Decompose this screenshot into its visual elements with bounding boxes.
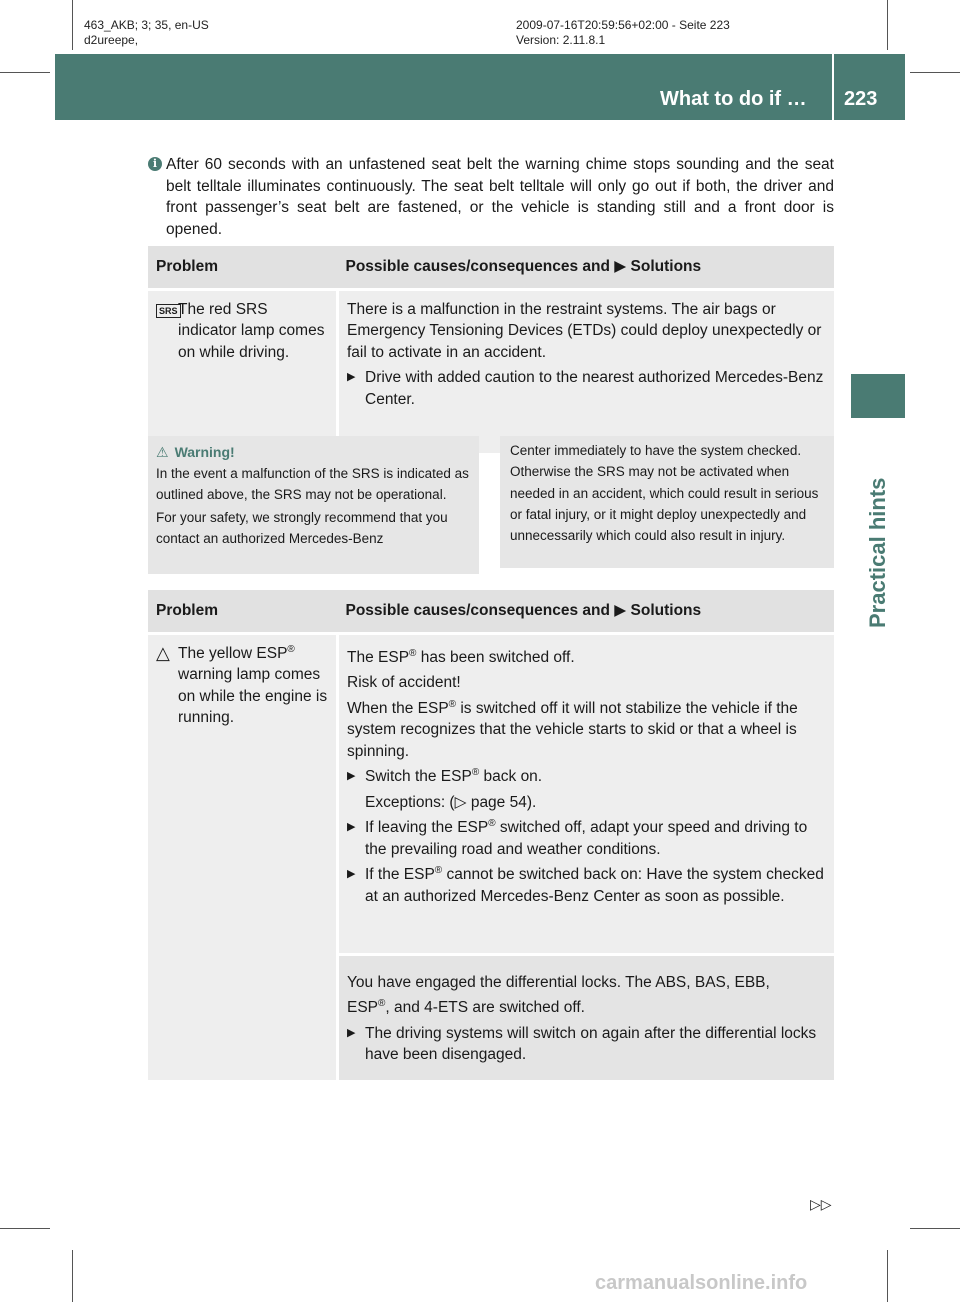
- arrow-right-icon: ▶: [614, 602, 627, 619]
- crop-mark: [887, 1250, 888, 1302]
- warning-paragraph: In the event a malfunction of the SRS is indicated as outlined above, the SRS may not be operational.: [156, 466, 469, 502]
- step-arrow-icon: ▶: [347, 770, 356, 782]
- meta-line: 463_AKB; 3; 35, en-US: [84, 18, 209, 32]
- registered-mark: ®: [409, 647, 417, 659]
- step-text: [365, 864, 826, 907]
- table-row: [148, 289, 834, 453]
- table-header-row: [148, 590, 834, 633]
- warning-title: [156, 442, 479, 463]
- problem-text: The red SRS indicator lamp comes on while driving.: [178, 300, 325, 361]
- solution-step: [347, 367, 826, 410]
- warning-continued: Center immediately to have the system checked. Otherwise the SRS may not be activated when needed in an accident, which could result in serious or fatal injury, or it might deploy unexpectedly and unnecessarily which could also result in injury.: [500, 436, 834, 568]
- step-arrow-icon: ▶: [347, 868, 356, 880]
- step-arrow-icon: ▶: [347, 1026, 356, 1039]
- solution-step: [347, 864, 826, 907]
- col-causes-label: Possible causes/consequences and: [345, 602, 610, 619]
- solution-step: [347, 1023, 826, 1066]
- step-text: [365, 766, 542, 788]
- srs-problem-table: [148, 246, 834, 453]
- table-row: [148, 633, 834, 954]
- solution-step: [347, 766, 826, 788]
- col-causes: [338, 246, 835, 289]
- header-divider: [832, 54, 834, 120]
- step-arrow-icon: ▶: [347, 371, 356, 383]
- info-note: [148, 154, 834, 240]
- col-solutions-label: Solutions: [630, 602, 702, 619]
- cause-text: There is a malfunction in the restraint systems. The air bags or Emergency Tensioning Devices (ETDs) could deploy unexpectedly or fail to activate in an accident.: [347, 300, 822, 361]
- text-span: has been switched off.: [420, 648, 575, 666]
- causes-cell: [338, 954, 835, 1080]
- col-causes: [338, 590, 835, 633]
- registered-mark: ®: [378, 997, 386, 1009]
- chapter-tab: [851, 374, 905, 418]
- text-span: The ESP: [347, 648, 410, 666]
- esp-problem-table: [148, 590, 834, 1080]
- causes-cell: [338, 289, 835, 453]
- watermark: carmanualsonline.info: [595, 1272, 808, 1294]
- cause-text: You have engaged the differential locks. The ABS, BAS, EBB,: [347, 973, 770, 991]
- registered-mark: ®: [287, 643, 295, 655]
- warning-title-text: Warning!: [174, 444, 235, 460]
- problem-cell: [148, 633, 338, 1080]
- solution-step: [347, 817, 826, 860]
- page-number: 223: [844, 88, 878, 110]
- esp-warning-triangle-icon: △: [156, 642, 170, 663]
- text-span: If leaving the ESP: [365, 819, 489, 836]
- meta-line: Version: 2.11.8.1: [516, 33, 606, 47]
- col-problem: Problem: [148, 590, 338, 633]
- arrow-right-icon: ▶: [614, 258, 627, 275]
- print-meta-right: [516, 18, 730, 48]
- cause-text: [347, 997, 826, 1019]
- warning-paragraph: For your safety, we strongly recommend that you contact an authorized Mercedes-Benz: [156, 510, 448, 546]
- srs-warning-icon: SRS: [156, 304, 181, 318]
- col-solutions-label: Solutions: [630, 258, 702, 275]
- crop-mark: [887, 0, 888, 50]
- causes-cell: [338, 633, 835, 954]
- warning-triangle-icon: ⚠: [156, 444, 169, 460]
- cause-text: [347, 647, 826, 669]
- meta-line: d2ureepe,: [84, 33, 139, 47]
- text-span: When the ESP: [347, 699, 449, 717]
- problem-cell: [148, 289, 338, 453]
- text-span: ESP: [347, 999, 379, 1016]
- text-span: back on.: [483, 768, 543, 785]
- warning-box: [148, 436, 479, 574]
- section-title: What to do if …: [660, 88, 807, 110]
- cause-text: Risk of accident!: [347, 674, 461, 691]
- text-span: cannot be switched back on: Have the system checked at an authorized Mercedes-Benz Center as soon as possible.: [365, 866, 824, 905]
- col-problem: Problem: [148, 246, 338, 289]
- exceptions-text: Exceptions: (▷ page 54).: [365, 793, 537, 811]
- crop-mark: [910, 1228, 960, 1229]
- registered-mark: ®: [434, 864, 443, 876]
- print-meta-left: [84, 18, 209, 48]
- text-span: switched off, adapt your speed and driving to the prevailing road and weather conditions.: [365, 819, 808, 858]
- cause-text: [347, 698, 826, 763]
- text-span: Switch the ESP: [365, 768, 472, 785]
- problem-text-b: warning lamp comes on while the engine is running.: [178, 666, 328, 726]
- registered-mark: ®: [488, 817, 496, 829]
- problem-text-a: The yellow ESP: [178, 644, 288, 662]
- step-text: The driving systems will switch on again after the differential locks have been disengaged.: [365, 1024, 817, 1063]
- chapter-label: Practical hints: [865, 477, 890, 628]
- step-text: Drive with added caution to the nearest authorized Mercedes-Benz Center.: [365, 369, 824, 408]
- col-causes-label: Possible causes/consequences and: [345, 258, 610, 275]
- text-span: is switched off it will not stabilize the vehicle if the system recognizes that the vehicle starts to skid or that a wheel is spinning.: [347, 699, 798, 760]
- text-span: , and 4-ETS are switched off.: [385, 999, 585, 1016]
- crop-mark: [0, 1228, 50, 1229]
- registered-mark: ®: [471, 766, 480, 778]
- registered-mark: ®: [448, 698, 457, 710]
- meta-line: 2009-07-16T20:59:56+02:00 - Seite 223: [516, 18, 730, 32]
- step-text: [365, 817, 826, 860]
- info-icon: i: [148, 157, 162, 171]
- crop-mark: [910, 72, 960, 73]
- crop-mark: [72, 0, 73, 50]
- crop-mark: [0, 72, 50, 73]
- table-header-row: [148, 246, 834, 289]
- crop-mark: [72, 1250, 73, 1302]
- info-text: After 60 seconds with an unfastened seat belt the warning chime stops sounding and the seat belt telltale illuminates continuously. The seat belt telltale will only go out if both, the driver and front passenger’s seat belt are fastened, or the vehicle is standing still and a front door is opened.: [166, 156, 834, 238]
- continue-arrows-icon: ▷▷: [810, 1196, 832, 1212]
- problem-text: [178, 643, 328, 729]
- text-span: If the ESP: [365, 866, 435, 883]
- step-arrow-icon: ▶: [347, 821, 356, 833]
